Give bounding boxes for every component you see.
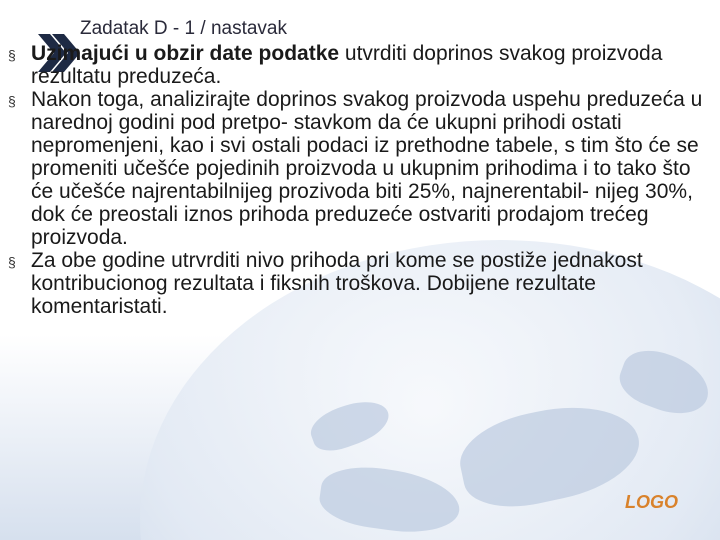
bullet-marker: § xyxy=(8,47,16,63)
bullet-text xyxy=(31,249,643,318)
bullet-item xyxy=(8,42,714,88)
slide-title: Zadatak D - 1 / nastavak xyxy=(80,18,287,39)
bullet-marker: § xyxy=(8,93,16,109)
logo: LOGO xyxy=(625,492,678,512)
bullet-text xyxy=(31,42,662,88)
bullet-bold-text: Uzimajući u obzir date podatke xyxy=(31,42,340,65)
bullet-body-text: Za obe godine utrvrditi nivo prihoda pri kome se postiže jednakost kontribucionog rezultata i fiksnih troškova. Dobijene rezultate komentaristati. xyxy=(31,249,643,318)
bullet-list xyxy=(8,42,714,318)
bullet-item xyxy=(8,88,714,249)
bullet-body-text: utvrditi doprinos svakog proizvoda rezultatu preduzeća. xyxy=(31,42,663,88)
bullet-item xyxy=(8,249,714,318)
bullet-marker: § xyxy=(8,254,16,270)
bullet-text xyxy=(31,88,702,249)
bullet-body-text: Nakon toga, analizirajte doprinos svakog proizvoda uspehu preduzeća u narednoj godini pod pretpo- stavkom da će ukupni prihodi ostati nepromenjeni, kao i svi ostali podaci iz prethodne tabele, s tim što će se promeniti učešće pojedinih proizvoda u ukupnim prihodima i to tako što će učešće najrentabilnijeg prozivoda biti 25%, najnerentabil- nijeg 30%, dok će preostali iznos prihoda preduzeće ostvariti prodajom trećeg proizvoda. xyxy=(31,88,703,249)
